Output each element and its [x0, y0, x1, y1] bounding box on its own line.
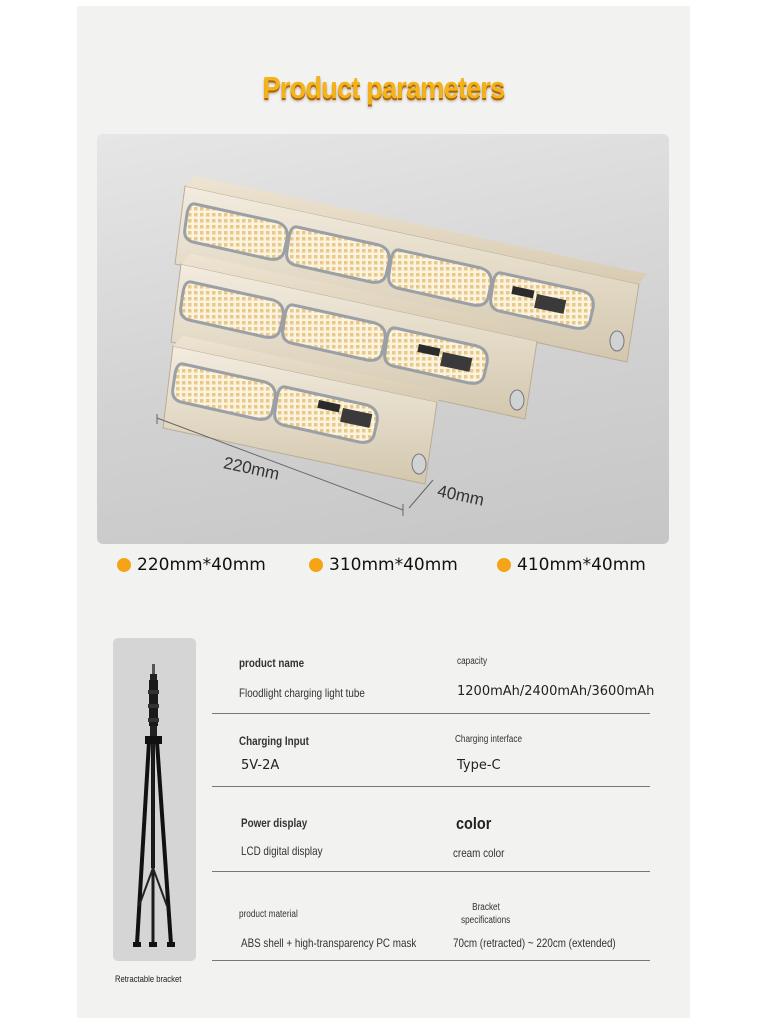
spec-value-product-name: Floodlight charging light tube	[239, 686, 365, 700]
spec-label-charging-input: Charging Input	[239, 734, 309, 748]
spec-label-color: color	[456, 814, 492, 833]
spec-value-color: cream color	[453, 846, 505, 860]
size-text: 410mm*40mm	[517, 555, 646, 575]
spec-label-charging-interface: Charging interface	[455, 734, 523, 745]
divider	[212, 786, 650, 787]
spec-label-product-material: product material	[239, 909, 298, 920]
stand-caption: Retractable bracket	[115, 974, 182, 984]
divider	[212, 713, 650, 714]
spec-label-bracket-line1: Bracket	[472, 902, 500, 913]
spec-value-product-material: ABS shell + high-transparency PC mask	[241, 936, 417, 950]
length-label: 220mm	[221, 453, 282, 484]
width-label: 40mm	[435, 481, 486, 510]
size-option	[497, 555, 646, 575]
spec-value-power-display: LCD digital display	[241, 844, 323, 858]
light-tubes-illustration	[97, 134, 669, 544]
product-photo	[97, 134, 669, 544]
spec-label-capacity: capacity	[457, 656, 488, 667]
spec-label-power-display: Power display	[241, 816, 308, 830]
bullet-dot-icon	[117, 558, 131, 572]
spec-value-charging-input: 5V-2A	[241, 758, 280, 773]
size-option	[117, 555, 266, 575]
product-page	[77, 6, 690, 1018]
size-options	[77, 555, 690, 585]
divider	[212, 871, 650, 872]
bullet-dot-icon	[497, 558, 511, 572]
width-dimension-line	[409, 480, 433, 508]
stand-photo	[113, 638, 196, 961]
size-option	[309, 555, 458, 575]
spec-label-product-name: product name	[239, 656, 305, 670]
tripod-stand-illustration	[113, 638, 196, 961]
size-text: 220mm*40mm	[137, 555, 266, 575]
spec-value-bracket-specifications: 70cm (retracted) ~ 220cm (extended)	[453, 936, 616, 950]
bullet-dot-icon	[309, 558, 323, 572]
spec-label-bracket-line2: specifications	[461, 915, 511, 926]
spec-value-capacity: 1200mAh/2400mAh/3600mAh	[457, 684, 655, 699]
page-title: Product parameters	[262, 70, 505, 105]
size-text: 310mm*40mm	[329, 555, 458, 575]
divider	[212, 960, 650, 961]
spec-value-charging-interface: Type-C	[457, 758, 501, 773]
